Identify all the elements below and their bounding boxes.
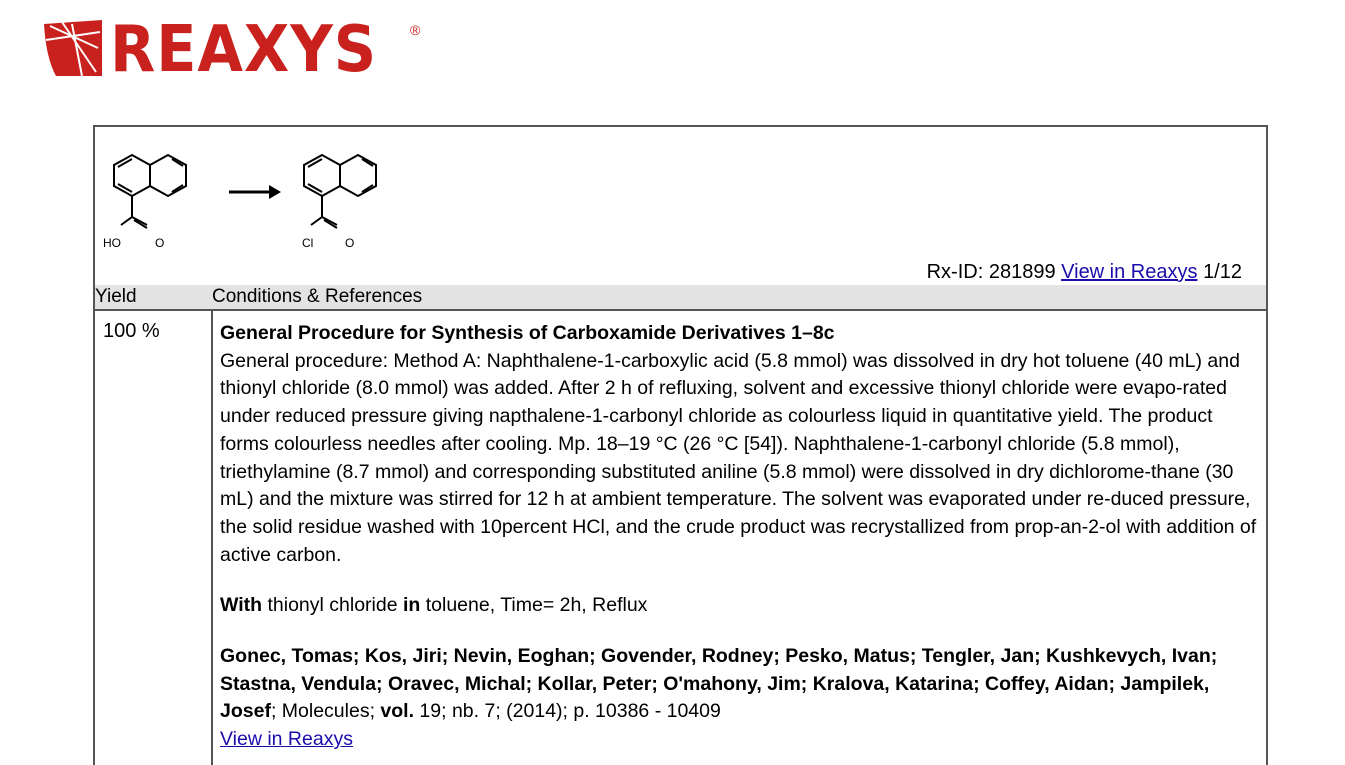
reaction-arrow <box>229 185 281 199</box>
with-label: With <box>220 594 263 617</box>
rx-id: Rx-ID: 281899 <box>926 261 1056 283</box>
conditions-column-header: Conditions & References <box>212 286 423 307</box>
registered-mark: ® <box>410 22 421 38</box>
conditions-cell <box>220 320 1260 754</box>
reaxys-emblem-icon <box>42 18 104 78</box>
product-oxygen-label: O <box>345 236 355 250</box>
procedure-text: General procedure: Method A: Naphthalene-1-carboxylic acid (5.8 mmol) was dissolved in dry hot toluene (40 mL) and thionyl chloride (8.0 mmol) was added. After 2 h of refluxing, solvent and excessive thionyl chloride were evapo-rated under reduced pressure giving napthalene-1-carbonyl chloride as colourless liquid in quantitative yield. The product forms colourless needles after cooling. Mp. 18–19 °C (26 °C [54]). Naphthalene-1-carbonyl chloride (5.8 mmol), triethylamine (8.7 mmol) and corresponding substituted aniline (5.8 mmol) were dissolved in dry dichlorome-thane (30 mL) and the mixture was stirred for 12 h at ambient temperature. The solvent was evaporated under re-duced pressure, the solid residue washed with 10percent HCl, and the crude product was recrystallized from prop-an-2-ol with addition of active carbon. <box>220 349 1257 566</box>
procedure-title: General Procedure for Synthesis of Carboxamide Derivatives 1–8c <box>220 322 835 344</box>
yield-column-header: Yield <box>95 286 137 307</box>
reference-view-link[interactable]: View in Reaxys <box>220 728 353 751</box>
yield-value: 100 % <box>103 320 160 342</box>
chloro-label: Cl <box>302 236 314 250</box>
volume-label: vol. <box>380 700 415 723</box>
reaction-record <box>93 125 1268 765</box>
record-id-line <box>927 261 1242 284</box>
view-in-reaxys-link[interactable]: View in Reaxys <box>1061 261 1198 283</box>
column-divider <box>211 311 213 765</box>
reactant-oxygen-label: O <box>155 236 165 250</box>
reaction-conditions <box>220 592 1260 620</box>
record-pager: 1/12 <box>1203 261 1242 283</box>
table-header <box>95 285 1266 309</box>
logo-wordmark: REAXYS <box>110 13 378 87</box>
in-label: in <box>402 594 421 617</box>
reference-journal: ; Molecules; <box>270 700 381 723</box>
reagent-text: thionyl chloride <box>262 594 403 617</box>
header-divider <box>95 309 1266 311</box>
reference-authors: Gonec, Tomas; Kos, Jiri; Nevin, Eoghan; Govender, Rodney; Pesko, Matus; Tengler, Jan; Kushkevych, Ivan; Stastna, Vendula; Oravec, Michal; Kollar, Peter; O'mahony, Jim; Kralova, Katarina; Coffey, Aidan; Jampilek, Josef <box>220 645 1218 723</box>
reactant-structure <box>114 155 186 228</box>
product-structure <box>304 155 376 228</box>
reaxys-logo <box>42 13 421 87</box>
hydroxy-label: HO <box>103 236 121 250</box>
reference <box>220 643 1260 726</box>
reaction-scheme <box>101 145 411 265</box>
conditions-rest: toluene, Time= 2h, Reflux <box>420 594 648 617</box>
reference-details: 19; nb. 7; (2014); p. 10386 - 10409 <box>414 700 721 723</box>
